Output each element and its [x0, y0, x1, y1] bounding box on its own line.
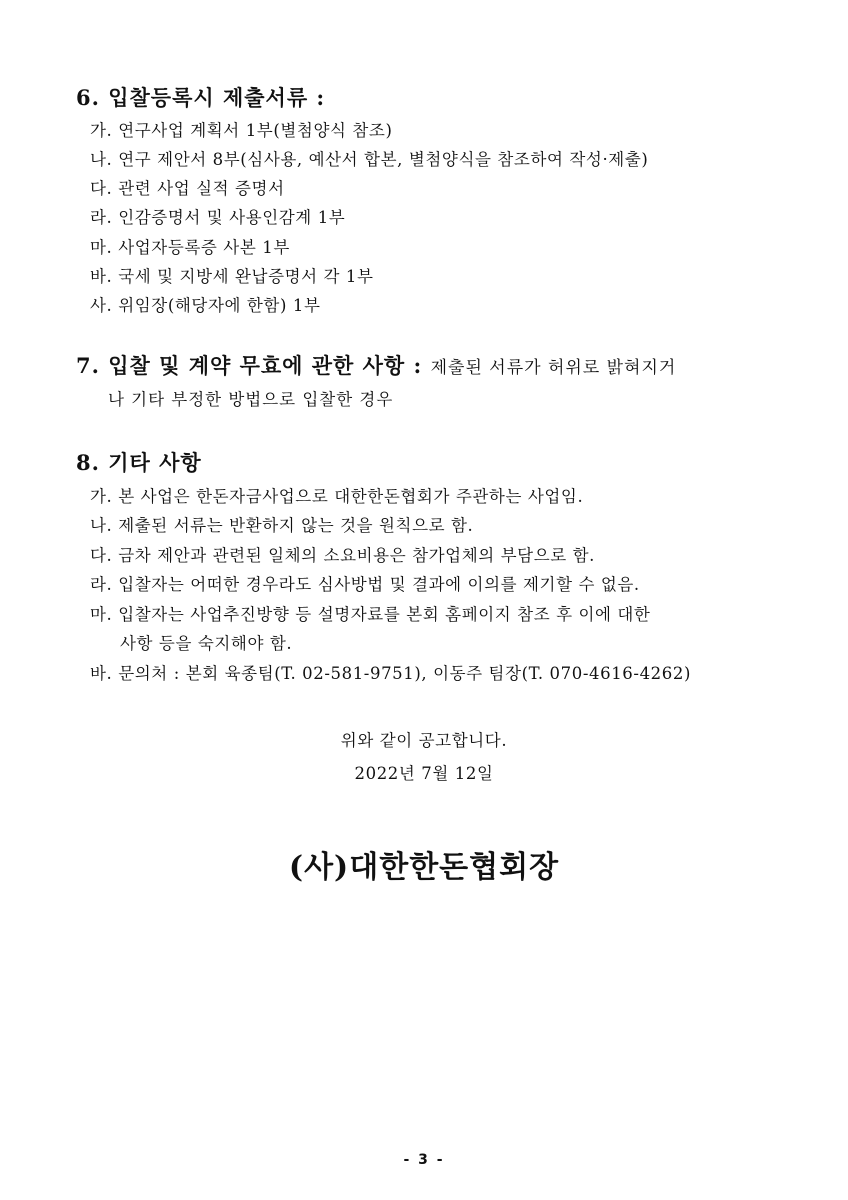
section6-heading: 6. 입찰등록시 제출서류 : — [76, 85, 326, 110]
section7-description-line1: 제출된 서류가 허위로 밝혀지거 — [430, 358, 677, 378]
announcement-text: 위와 같이 공고합니다. — [340, 731, 508, 750]
section8-item-ba: 바. 문의처 : 본회 육종팀(T. 02-581-9751), 이동주 팀장(T. 070-4616-4262) — [90, 664, 692, 683]
section6-item-da: 다. 관련 사업 실적 증명서 — [90, 179, 285, 198]
issuer-signature: (사)대한한돈협회장 — [288, 850, 560, 885]
section7-description-line2: 나 기타 부정한 방법으로 입찰한 경우 — [108, 390, 394, 409]
section8-item-da: 다. 금차 제안과 관련된 일체의 소요비용은 참가업체의 부담으로 함. — [90, 546, 596, 565]
section8-heading: 8. 기타 사항 — [76, 450, 202, 475]
section8-item-ga: 가. 본 사업은 한돈자금사업으로 대한한돈협회가 주관하는 사업임. — [90, 487, 584, 506]
section8-item-na: 나. 제출된 서류는 반환하지 않는 것을 원칙으로 함. — [90, 516, 474, 535]
section7-heading — [76, 350, 676, 380]
section6-item-ma: 마. 사업자등록증 사본 1부 — [90, 238, 290, 257]
section6-item-ba: 바. 국세 및 지방세 완납증명서 각 1부 — [90, 267, 374, 286]
announcement-date: 2022년 7월 12일 — [354, 764, 494, 783]
section8-item-ra: 라. 입찰자는 어떠한 경우라도 심사방법 및 결과에 이의를 제기할 수 없음. — [90, 575, 640, 594]
section6-item-ra: 라. 인감증명서 및 사용인감계 1부 — [90, 208, 346, 227]
section8-item-ma-continued: 사항 등을 숙지해야 함. — [120, 634, 293, 653]
section6-item-sa: 사. 위임장(해당자에 한함) 1부 — [90, 296, 321, 315]
section6-item-ga: 가. 연구사업 계획서 1부(별첨양식 참조) — [90, 121, 393, 140]
section7-title: 7. 입찰 및 계약 무효에 관한 사항 : — [76, 353, 423, 378]
page-number: - 3 - — [403, 1152, 445, 1168]
section8-item-ma: 마. 입찰자는 사업추진방향 등 설명자료를 본회 홈페이지 참조 후 이에 대한 — [90, 605, 651, 624]
section6-item-na: 나. 연구 제안서 8부(심사용, 예산서 합본, 별첨양식을 참조하여 작성·제출) — [90, 150, 649, 169]
